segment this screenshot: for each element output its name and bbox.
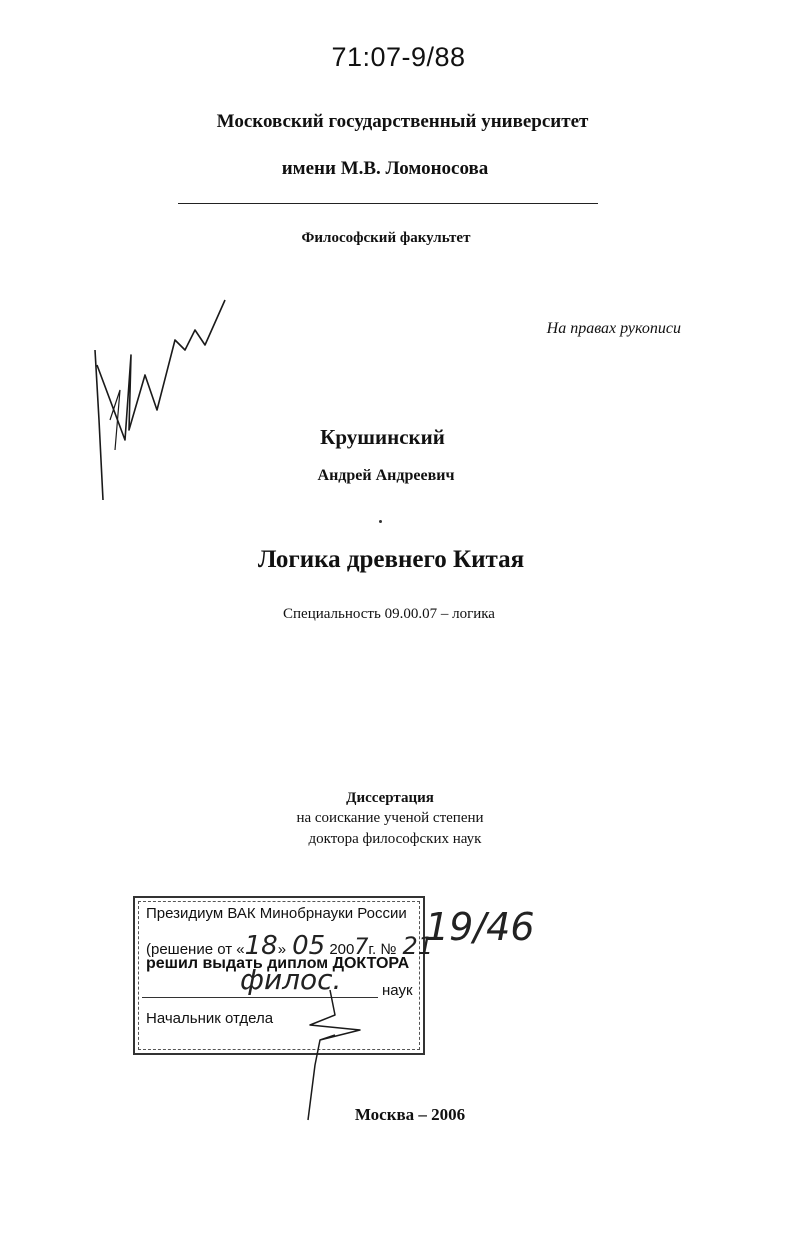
stray-mark: [379, 520, 382, 523]
dissertation-degree-line-2: доктора философских наук: [308, 831, 482, 847]
manuscript-rights-note: На правах рукописи: [546, 320, 681, 337]
author-signature: [85, 290, 235, 520]
stamp-number-label: г. №: [368, 941, 397, 958]
stamp-year-digit: 7: [354, 935, 369, 960]
university-name: Московский государственный университет: [216, 111, 589, 132]
stamp-year-prefix: 200: [329, 941, 355, 958]
stamp-field-suffix: наук: [382, 982, 413, 999]
author-given-names: Андрей Андреевич: [317, 467, 455, 484]
dissertation-degree-line-1: на соискание ученой степени: [296, 810, 484, 826]
stamp-presidium-line: Президиум ВАК Минобрнауки России: [146, 905, 407, 922]
stamp-field-handwritten: филос.: [240, 963, 342, 996]
dissertation-heading: Диссертация: [346, 790, 434, 806]
dissertation-title: Логика древнего Китая: [257, 546, 525, 573]
stamp-decision-prefix: (решение от «: [146, 941, 245, 958]
stamp-award-line: решил выдать диплом ДОКТОРА: [146, 955, 410, 972]
city-year: Москва – 2006: [354, 1105, 466, 1124]
department-head-signature: [290, 985, 370, 1125]
catalog-number: 71:07-9/88: [331, 42, 466, 72]
university-named-after: имени М.В. Ломоносова: [281, 158, 489, 179]
header-divider: [178, 203, 598, 204]
handwritten-registration-note: 19/46: [425, 905, 535, 949]
stamp-department-head: Начальник отдела: [146, 1010, 274, 1027]
author-surname: Крушинский: [320, 425, 445, 449]
stamp-number-handwritten: 21: [402, 932, 433, 960]
specialty-line: Специальность 09.00.07 – логика: [283, 606, 495, 622]
faculty-name: Философский факультет: [301, 230, 471, 246]
stamp-month-handwritten: 05: [292, 931, 326, 961]
stamp-day-handwritten: 18: [244, 931, 278, 961]
stamp-decision-line: (решение от «18» 05 2007г. № 21: [146, 931, 433, 961]
